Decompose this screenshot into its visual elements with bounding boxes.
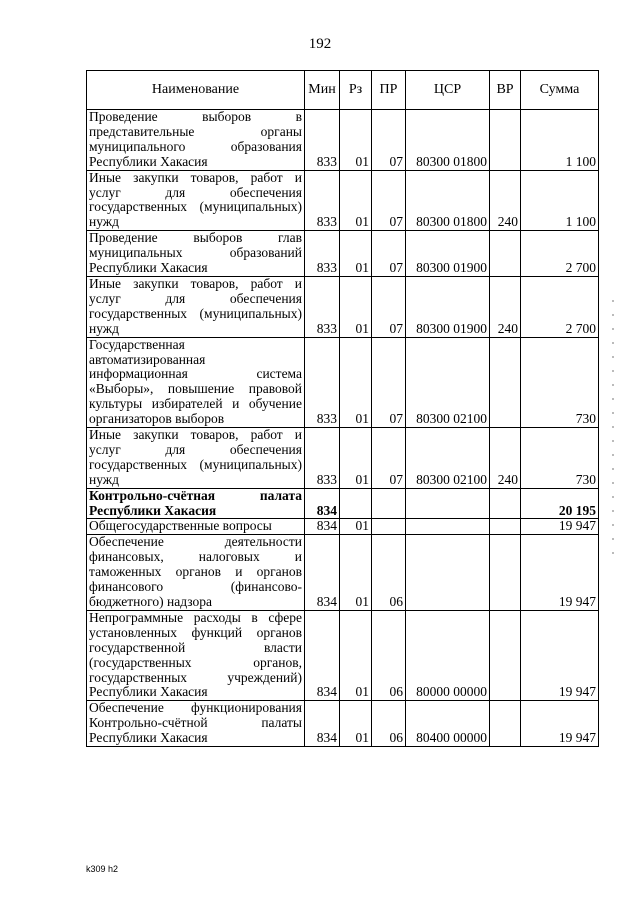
cell-vr bbox=[490, 110, 521, 171]
budget-table bbox=[86, 70, 599, 747]
table-row bbox=[87, 488, 599, 519]
cell-csr: 80300 02100 bbox=[406, 428, 490, 489]
cell-rz: 01 bbox=[340, 110, 372, 171]
cell-rz: 01 bbox=[340, 610, 372, 700]
cell-vr bbox=[490, 701, 521, 747]
cell-vr bbox=[490, 337, 521, 427]
cell-vr: 240 bbox=[490, 276, 521, 337]
cell-name: Обеспечение деятельности финансовых, налоговых и таможенных органов и органов финансового (финансово-бюджетного) надзора bbox=[87, 535, 305, 611]
cell-vr: 240 bbox=[490, 428, 521, 489]
cell-pr: 06 bbox=[372, 535, 406, 611]
cell-vr bbox=[490, 535, 521, 611]
header-name: Наименование bbox=[87, 71, 305, 110]
cell-sum: 19 947 bbox=[521, 701, 599, 747]
cell-sum: 19 947 bbox=[521, 610, 599, 700]
cell-csr: 80300 01900 bbox=[406, 231, 490, 277]
cell-rz: 01 bbox=[340, 701, 372, 747]
cell-csr bbox=[406, 535, 490, 611]
header-min: Мин bbox=[305, 71, 340, 110]
cell-pr: 07 bbox=[372, 231, 406, 277]
table-row bbox=[87, 428, 599, 489]
cell-sum: 1 100 bbox=[521, 170, 599, 231]
cell-name: Проведение выборов в представительные органы муниципального образования Республики Хакасия bbox=[87, 110, 305, 171]
cell-rz: 01 bbox=[340, 535, 372, 611]
cell-name: Государственная автоматизированная информационная система «Выборы», повышение правовой культуры избирателей и обучение организаторов выборов bbox=[87, 337, 305, 427]
cell-min: 833 bbox=[305, 231, 340, 277]
cell-pr: 07 bbox=[372, 110, 406, 171]
header-pr: ПР bbox=[372, 71, 406, 110]
header-vr: ВР bbox=[490, 71, 521, 110]
cell-min: 833 bbox=[305, 428, 340, 489]
cell-name: Общегосударственные вопросы bbox=[87, 519, 305, 535]
cell-vr bbox=[490, 610, 521, 700]
cell-csr: 80300 01900 bbox=[406, 276, 490, 337]
cell-min: 833 bbox=[305, 170, 340, 231]
cell-min: 834 bbox=[305, 519, 340, 535]
cell-rz: 01 bbox=[340, 428, 372, 489]
header-csr: ЦСР bbox=[406, 71, 490, 110]
cell-csr bbox=[406, 488, 490, 519]
cell-rz bbox=[340, 488, 372, 519]
cell-pr: 07 bbox=[372, 337, 406, 427]
cell-name: Непрограммные расходы в сфере установленных функций органов государственной власти (государственных органов, государственных учреждений) Республики Хакасия bbox=[87, 610, 305, 700]
header-rz: Рз bbox=[340, 71, 372, 110]
footer-code: k309 h2 bbox=[86, 864, 119, 874]
table-row bbox=[87, 276, 599, 337]
table-row bbox=[87, 519, 599, 535]
cell-vr: 240 bbox=[490, 170, 521, 231]
cell-vr bbox=[490, 488, 521, 519]
cell-sum: 20 195 bbox=[521, 488, 599, 519]
cell-rz: 01 bbox=[340, 170, 372, 231]
cell-csr: 80000 00000 bbox=[406, 610, 490, 700]
cell-min: 834 bbox=[305, 610, 340, 700]
cell-rz: 01 bbox=[340, 231, 372, 277]
cell-min: 834 bbox=[305, 535, 340, 611]
cell-csr: 80400 00000 bbox=[406, 701, 490, 747]
cell-csr bbox=[406, 519, 490, 535]
cell-min: 833 bbox=[305, 276, 340, 337]
cell-sum: 19 947 bbox=[521, 519, 599, 535]
cell-rz: 01 bbox=[340, 519, 372, 535]
cell-vr bbox=[490, 231, 521, 277]
page-number: 192 bbox=[308, 36, 332, 52]
cell-pr bbox=[372, 488, 406, 519]
cell-name: Иные закупки товаров, работ и услуг для обеспечения государственных (муниципальных) нужд bbox=[87, 428, 305, 489]
cell-sum: 1 100 bbox=[521, 110, 599, 171]
cell-rz: 01 bbox=[340, 276, 372, 337]
cell-sum: 2 700 bbox=[521, 276, 599, 337]
cell-pr: 06 bbox=[372, 610, 406, 700]
cell-pr: 07 bbox=[372, 276, 406, 337]
cell-name: Проведение выборов глав муниципальных образований Республики Хакасия bbox=[87, 231, 305, 277]
cell-vr bbox=[490, 519, 521, 535]
cell-name: Контрольно-счётная палата Республики Хакасия bbox=[87, 488, 305, 519]
cell-csr: 80300 02100 bbox=[406, 337, 490, 427]
table-row bbox=[87, 110, 599, 171]
cell-pr: 07 bbox=[372, 170, 406, 231]
scan-artifact bbox=[612, 300, 614, 560]
cell-rz: 01 bbox=[340, 337, 372, 427]
cell-csr: 80300 01800 bbox=[406, 110, 490, 171]
table-row bbox=[87, 610, 599, 700]
cell-min: 834 bbox=[305, 488, 340, 519]
cell-sum: 730 bbox=[521, 337, 599, 427]
cell-min: 834 bbox=[305, 701, 340, 747]
cell-name: Иные закупки товаров, работ и услуг для обеспечения государственных (муниципальных) нужд bbox=[87, 276, 305, 337]
cell-min: 833 bbox=[305, 110, 340, 171]
table-header-row bbox=[87, 71, 599, 110]
table-row bbox=[87, 170, 599, 231]
cell-pr: 06 bbox=[372, 701, 406, 747]
cell-pr bbox=[372, 519, 406, 535]
cell-sum: 730 bbox=[521, 428, 599, 489]
table-body bbox=[87, 110, 599, 747]
table-row bbox=[87, 337, 599, 427]
cell-csr: 80300 01800 bbox=[406, 170, 490, 231]
table-row bbox=[87, 535, 599, 611]
cell-sum: 19 947 bbox=[521, 535, 599, 611]
cell-name: Обеспечение функционирования Контрольно-счётной палаты Республики Хакасия bbox=[87, 701, 305, 747]
table-row bbox=[87, 231, 599, 277]
table-row bbox=[87, 701, 599, 747]
header-sum: Сумма bbox=[521, 71, 599, 110]
cell-min: 833 bbox=[305, 337, 340, 427]
cell-sum: 2 700 bbox=[521, 231, 599, 277]
cell-pr: 07 bbox=[372, 428, 406, 489]
cell-name: Иные закупки товаров, работ и услуг для обеспечения государственных (муниципальных) нужд bbox=[87, 170, 305, 231]
